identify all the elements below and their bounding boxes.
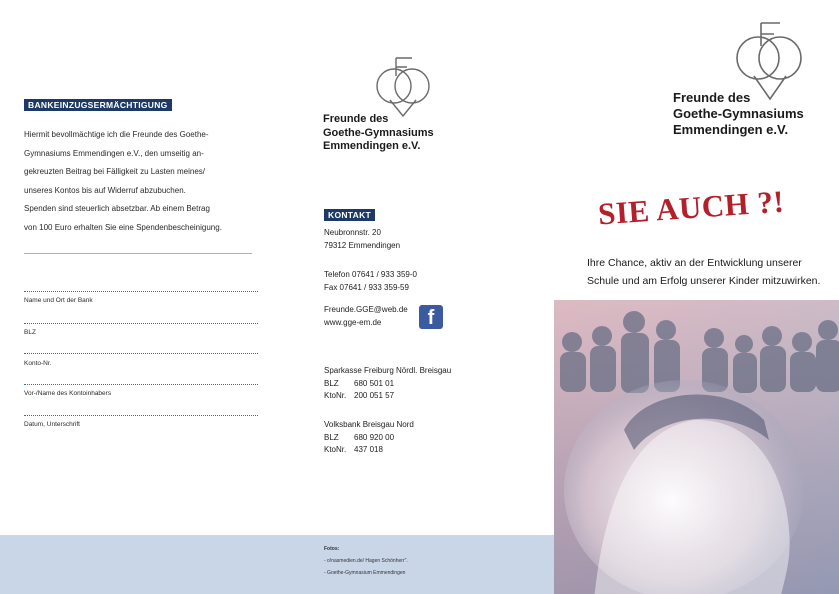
bank1-kto-label: KtoNr. — [324, 391, 347, 400]
website-link[interactable]: www.gge-em.de — [324, 317, 382, 327]
email-link[interactable]: Freunde.GGE@web.de — [324, 305, 408, 314]
paragraph-line: Hiermit bevollmächtige ich die Freunde des Goethe- — [24, 130, 209, 139]
org-name-line: Freunde des — [323, 113, 389, 125]
credit-line: - o!nasmedien.de/ Hagen Schönherr". — [324, 558, 408, 564]
field-label-blz: BLZ — [24, 329, 36, 336]
form-field-line[interactable] — [24, 415, 258, 416]
photo-credits — [324, 543, 408, 579]
bank2-kto: 437 018 — [354, 445, 383, 454]
paragraph-line: von 100 Euro erhalten Sie eine Spendenbescheinigung. — [24, 222, 222, 232]
form-field-line[interactable] — [24, 323, 258, 324]
bank2-blz: 680 920 00 — [354, 432, 395, 442]
phone-line: Telefon 07641 / 933 359-0 — [324, 270, 417, 279]
form-field-line[interactable] — [24, 384, 258, 385]
field-label-account-number: Konto-Nr. — [24, 360, 52, 367]
intro-line: Ihre Chance, aktiv an der Entwicklung unserer — [587, 257, 802, 269]
facebook-icon[interactable]: f — [419, 305, 443, 329]
bank2-blz-label: BLZ — [324, 432, 339, 442]
fax-line: Fax 07641 / 933 359-59 — [324, 282, 409, 292]
bank2-block — [324, 419, 414, 457]
form-field-line[interactable] — [24, 291, 258, 292]
bank1-blz: 680 501 01 — [354, 378, 395, 388]
org-name-middle — [323, 113, 434, 154]
bank2-name: Volksbank Breisgau Nord — [324, 420, 414, 429]
bank1-block — [324, 365, 451, 403]
intro-text — [587, 254, 827, 290]
org-name-line: Freunde des — [673, 90, 751, 105]
authorization-paragraph — [24, 126, 264, 237]
web-block — [324, 304, 408, 329]
org-name-line: Emmendingen e.V. — [323, 140, 421, 152]
association-logo-small — [372, 56, 438, 118]
org-name-line: Goethe-Gymnasiums — [323, 126, 434, 139]
students-photo — [554, 300, 839, 594]
intro-line: Schule und am Erfolg unserer Kinder mitzuwirken. — [587, 275, 821, 287]
field-label-bank-name: Name und Ort der Bank — [24, 297, 93, 304]
paragraph-line: gekreuzten Beitrag bei Fälligkeit zu Lasten meines/ — [24, 167, 205, 176]
credit-line: - Goethe-Gymnasium Emmendingen — [324, 570, 406, 576]
bank1-blz-label: BLZ — [324, 378, 339, 388]
bottom-color-band — [0, 535, 554, 594]
credits-heading: Fotos: — [324, 546, 340, 552]
photo-illustration — [554, 300, 839, 594]
address-line: Neubronnstr. 20 — [324, 228, 381, 237]
phone-block — [324, 269, 417, 294]
bank2-kto-label: KtoNr. — [324, 445, 347, 454]
field-label-account-holder: Vor-/Name des Kontoinhabers — [24, 390, 112, 397]
address-block — [324, 227, 400, 252]
paragraph-line: unseres Kontos bis auf Widerruf abzubuchen. — [24, 185, 186, 195]
bank-authorization-tag: BANKEINZUGSERMÄCHTIGUNG — [24, 99, 172, 111]
org-name-line: Emmendingen e.V. — [673, 122, 789, 137]
contact-tag: KONTAKT — [324, 209, 375, 221]
org-name-line: Goethe-Gymnasiums — [673, 106, 804, 121]
org-name-right — [673, 90, 804, 138]
headline: SIE AUCH ?! — [596, 183, 786, 232]
bank1-kto: 200 051 57 — [354, 391, 395, 400]
paragraph-line: Spenden sind steuerlich absetzbar. Ab einem Betrag — [24, 204, 210, 213]
field-label-date-signature: Datum, Unterschrift — [24, 421, 80, 428]
address-line: 79312 Emmendingen — [324, 240, 401, 250]
paragraph-line: Gymnasiums Emmendingen e.V., den umseitig an- — [24, 148, 204, 158]
separator-line — [24, 253, 252, 254]
bank1-name: Sparkasse Freiburg Nördl. Breisgau — [324, 366, 452, 375]
form-field-line[interactable] — [24, 353, 258, 354]
